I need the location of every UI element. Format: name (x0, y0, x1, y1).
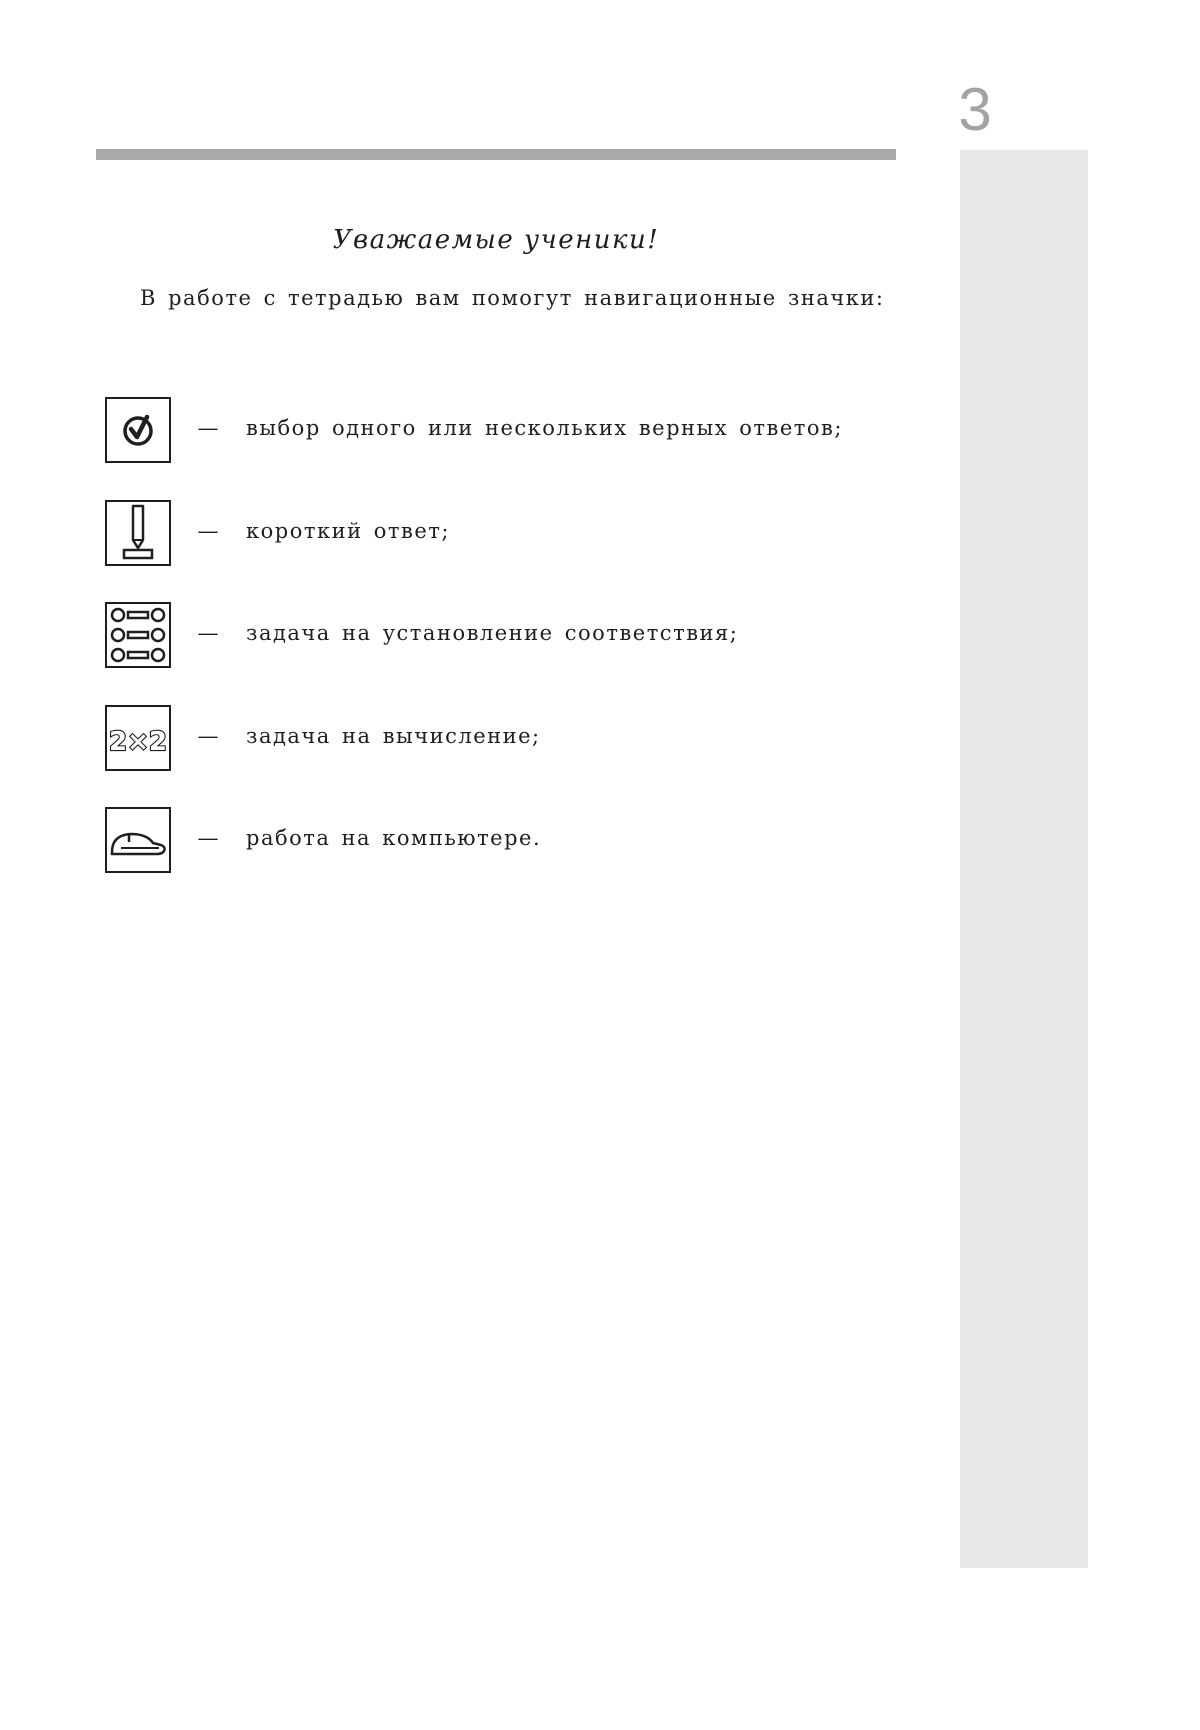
legend-label: короткий ответ; (246, 518, 450, 543)
side-margin-strip (960, 150, 1088, 1568)
greeting-heading: Уважаемые ученики! (332, 225, 660, 255)
legend-item-computer (105, 807, 945, 910)
legend-dash: — (197, 621, 219, 645)
checkmark-circle-icon (105, 397, 171, 463)
legend-label: задача на вычисление; (246, 723, 541, 748)
legend-dash: — (197, 518, 219, 543)
legend-item-matching (105, 602, 945, 705)
legend-item-short-answer (105, 500, 945, 603)
computer-mouse-icon (105, 807, 171, 873)
legend-label: задача на установление соответствия; (246, 621, 739, 645)
header-rule (96, 149, 896, 160)
legend-dash: — (197, 416, 219, 440)
matching-grid-icon (105, 602, 171, 668)
legend-item-calculation (105, 705, 945, 808)
icon-2x2-text: 2×2 (109, 726, 167, 757)
legend-dash: — (197, 723, 219, 748)
pencil-icon (105, 500, 171, 566)
calculation-2x2-icon (105, 705, 171, 771)
intro-text: В работе с тетрадью вам помогут навигационные значки: (140, 286, 885, 310)
legend-item-choice (105, 397, 945, 500)
legend-label: выбор одного или нескольких верных ответов; (246, 416, 843, 440)
page-number: 3 (958, 76, 992, 143)
legend-label: работа на компьютере. (246, 826, 542, 850)
legend-dash: — (197, 826, 219, 850)
icon-legend (105, 397, 945, 910)
